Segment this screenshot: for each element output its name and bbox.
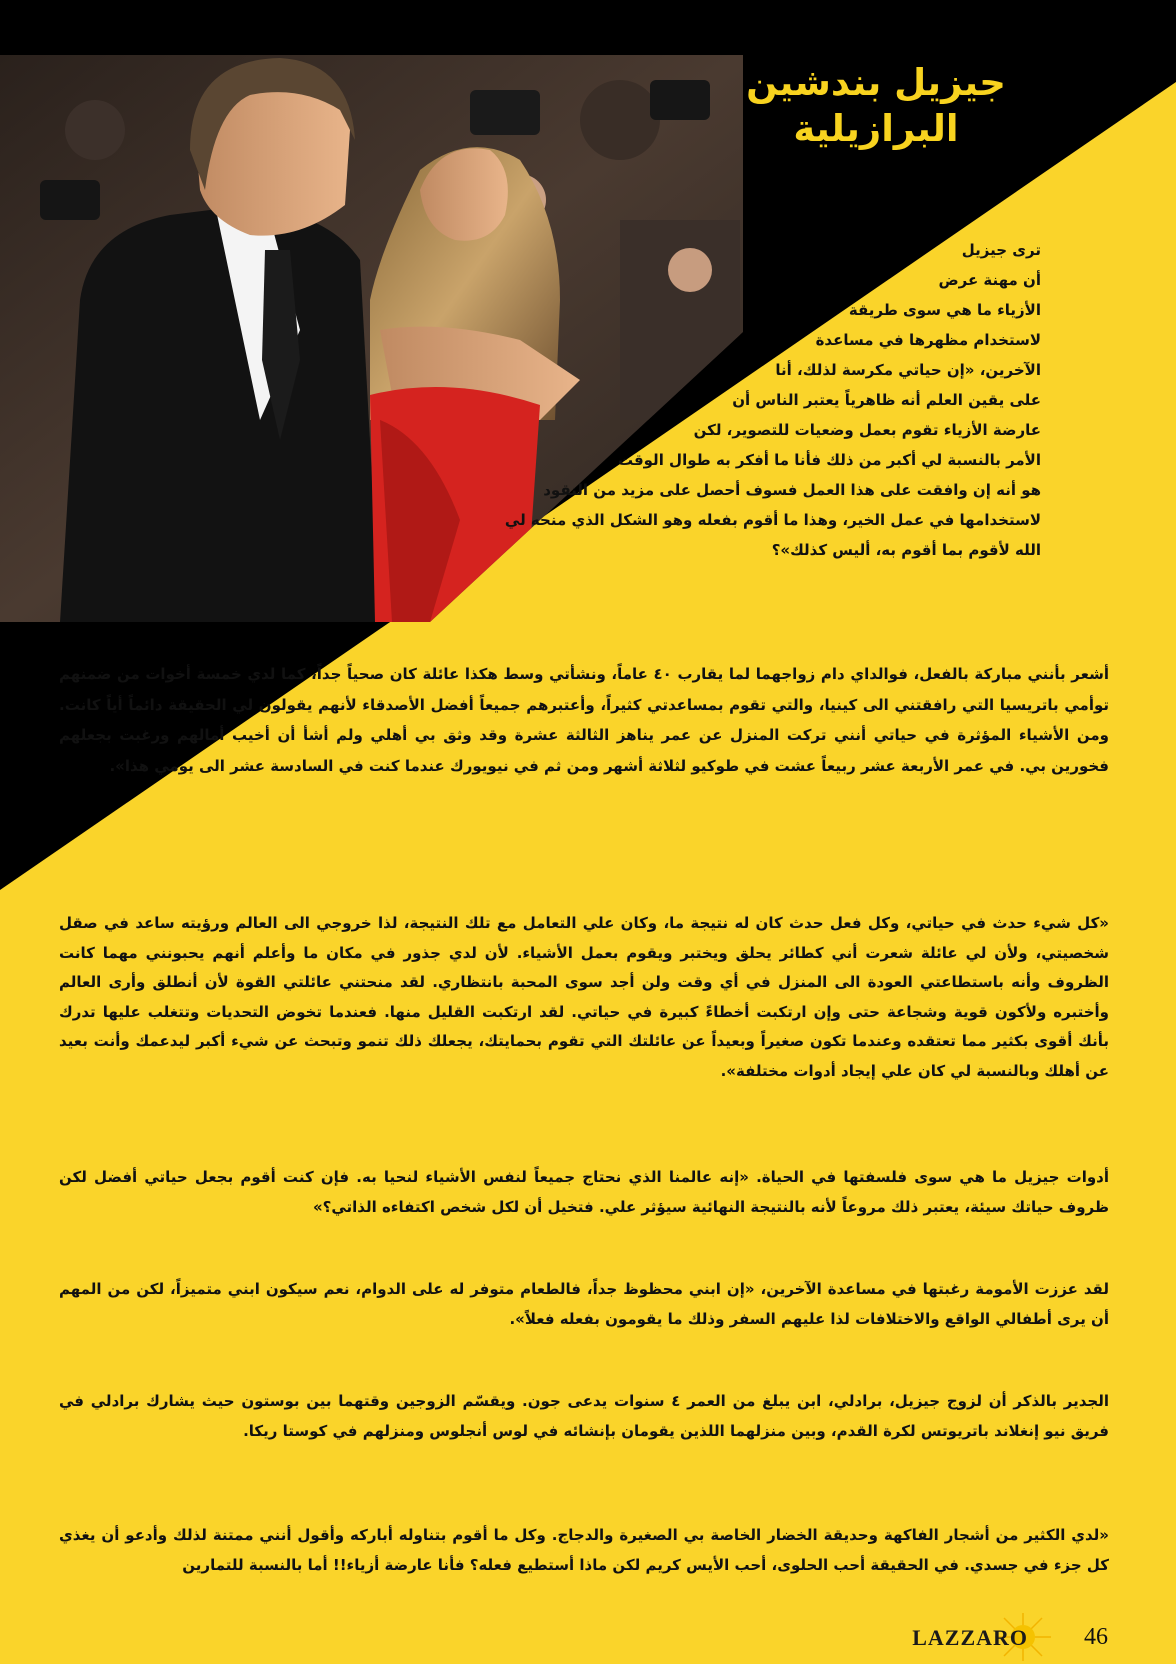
article-title: جيزيل بندشين البرازيلية	[746, 61, 1006, 151]
intro-line: الله لأقوم بما أقوم به، أليس كذلك»؟	[771, 541, 1041, 559]
intro-line: على يقين العلم أنه ظاهرياً يعتبر الناس أن	[732, 391, 1041, 409]
body-paragraph: أشعر بأنني مباركة بالفعل، فوالداي دام زواجهما لما يقارب ٤٠ عاماً، ونشأتي وسط هكذا عائلة كان صحياً جداً، كما لدي خمسة أخوات من ضمنهم توأمي باتريسيا التي رافقتني الى كينيا، والتي تقوم بمساعدتي كثيراً، وأعتبرهم جميعاً أفضل الأصدقاء لأنهم يقولون لي الحقيقة دائماً أياً كانت. ومن الأشياء المؤثرة في حياتي أنني تركت المنزل عن عمر يناهز الثالثة عشرة وقد وثق بي أهلي ولم أشأ أن أخيب أمالهم ورغبت بجعلهم فخورين بي. في عمر الأربعة عشر ربيعاً عشت في طوكيو لثلاثة أشهر ومن ثم في نيويورك عندما كنت في السادسة عشر الى يومي هذا».	[59, 665, 1109, 775]
magazine-brand: LAZZARO	[912, 1625, 1028, 1650]
intro-line: الأمر بالنسبة لي أكبر من ذلك فأنا ما أفكر به طوال الوقت	[617, 451, 1041, 469]
intro-line: عارضة الأزياء تقوم بعمل وضعيات للتصوير، لكن	[693, 421, 1041, 439]
intro-paragraph	[505, 235, 1041, 565]
intro-line: هو أنه إن وافقت على هذا العمل فسوف أحصل على مزيد من النقود	[543, 481, 1041, 499]
intro-line: ترى جيزيل	[961, 241, 1041, 259]
body-paragraph: الجدير بالذكر أن لزوج جيزيل، برادلي، ابن يبلغ من العمر ٤ سنوات يدعى جون. ويقسّم الزوجين وقتهما بين بوستون حيث يشارك برادلي في فريق نيو إنغلاند باتريوتس لكرة القدم، وبين منزلهما اللذين يقومان بإنشائه في لوس أنجلوس ومنزلهم في كوستا ريكا.	[59, 1392, 1110, 1440]
body-paragraph: لقد عززت الأمومة رغبتها في مساعدة الآخرين، «إن ابني محظوظ جداً، فالطعام متوفر له على الدوام، نعم سيكون ابني متميزاً، لكن من المهم أن يرى أطفالي الواقع والاختلافات لذا عليهم السفر وذلك ما يقومون بفعله فعلاً».	[59, 1280, 1109, 1328]
intro-line: لاستخدامها في عمل الخير، وهذا ما أقوم بفعله وهو الشكل الذي منحه لي	[504, 511, 1041, 529]
body-paragraph: «لدي الكثير من أشجار الفاكهة وحديقة الخضار الخاصة بي الصغيرة والدجاج. وكل ما أقوم بتناوله أباركه وأقول أنني ممتنة لذلك وأدعو أن يغذي كل جزء في جسدي. في الحقيقة أحب الحلوى، أحب الأيس كريم لكن ماذا أستطيع فعله؟ فأنا عارضة أزياء!! أما بالنسبة للتمارين	[59, 1526, 1109, 1574]
intro-line: الآخرين، «إن حياتي مكرسة لذلك، أنا	[775, 361, 1041, 379]
intro-line: لاستخدام مظهرها في مساعدة	[815, 331, 1041, 349]
intro-line: الأزياء ما هي سوى طريقة	[848, 301, 1041, 319]
body-paragraph: «كل شيء حدث في حياتي، وكل فعل حدث كان له نتيجة ما، وكان علي التعامل مع تلك النتيجة، لذا خروجي الى العالم ورؤيته ساعد في صقل شخصيتي، ولأن لي عائلة شعرت أني كطائر يحلق ويختبر ويقوم بعمل الأشياء. لأن لدي جذور في مكان ما وأعلم أنهم يحبونني مهما كانت الظروف وأنه باستطاعتي العودة الى المنزل في أي وقت ولن أجد سوى المحبة بانتظاري. لقد منحتني عائلتي القوة لأن أنطلق وأرى العالم وأختبره ولأكون قوية وشجاعة حتى وإن ارتكبت أخطاءً كبيرة في حياتي. لقد ارتكبت القليل منها. فعندما تخوض التحديات وتتغلب عليها تدرك بأنك أقوى بكثير مما تعتقده وعندما تكون صغيراً وبعيداً عن عائلتك التي تقوم بحمايتك، يجعلك ذلك تنمو وتبحث عن شيء أكبر ليدعمك وأنت بعيد عن أهلك وبالنسبة لي كان علي إيجاد أدوات مختلفة».	[59, 914, 1109, 1080]
page-number: 46	[1084, 1624, 1108, 1650]
body-paragraph: أدوات جيزيل ما هي سوى فلسفتها في الحياة. «إنه عالمنا الذي نحتاج جميعاً لنفس الأشياء لنحيا به. فإن كنت أقوم بجعل حياتي أفضل لكن ظروف حياتك سيئة، يعتبر ذلك مروعاً لأنه بالنتيجة النهائية سيؤثر علي. فتخيل أن لكل شخص اكتفاءه الذاتي؟»	[59, 1168, 1109, 1216]
intro-line: أن مهنة عرض	[938, 271, 1041, 289]
